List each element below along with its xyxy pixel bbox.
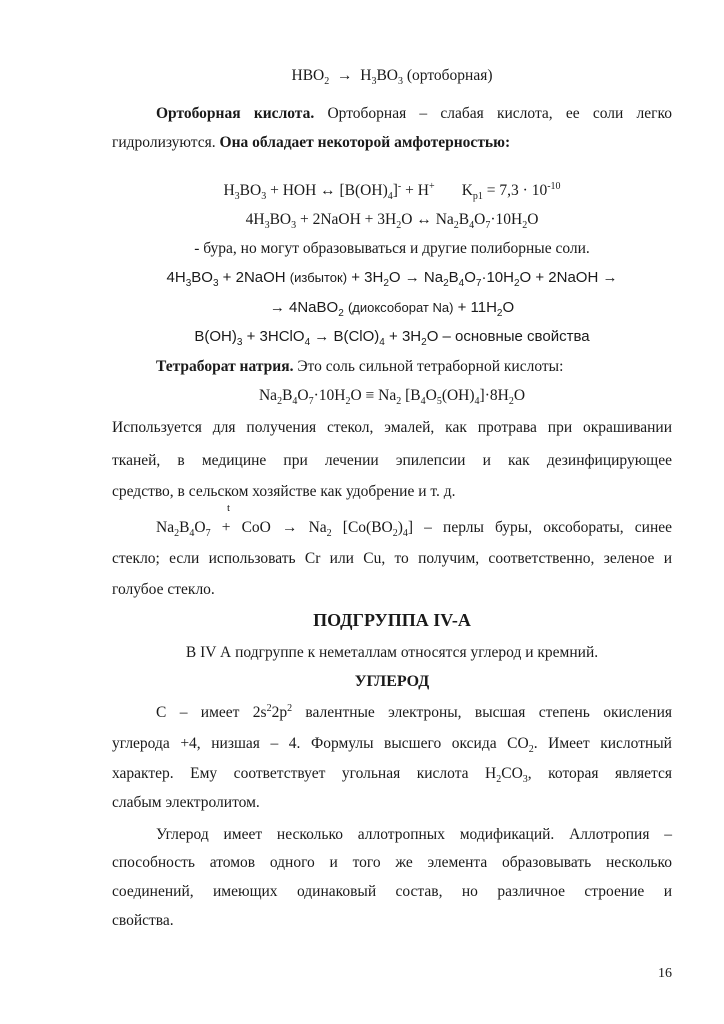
paragraph-orthoboric-line1: Ортоборная кислота. Ортоборная – слабая кислота, ее соли легко bbox=[156, 105, 672, 122]
note-borax: - бура, но могут образовываться и другие полиборные соли. bbox=[194, 240, 590, 257]
equation-borax-structure: $Na_2B_4O_7\cdot 10H_2O \equiv Na_2$ $[B_4O_5(OH)_4]\cdot 8H_2O$ bbox=[258, 387, 526, 408]
equation-excess-naoh: $4H_3BO_3$ + 2NaOH (избыток) + $3H_2O \to Na_2B_4O_7\cdot 10H_2O$ + 2NaOH → bbox=[166, 269, 618, 289]
paragraph-carbon-line2: углерода +4, низшая – 4. Формулы высшего оксида $CO_2$. Имеет кислотный bbox=[112, 735, 672, 756]
paragraph-uses-line3: средство, в сельском хозяйстве как удобрение и т. д. bbox=[112, 483, 456, 500]
paragraph-carbon-line4: слабым электролитом. bbox=[112, 794, 260, 811]
subgroup-text: В IV А подгруппе к неметаллам относятся углерод и кремний. bbox=[185, 644, 599, 661]
page-number: 16 bbox=[658, 966, 672, 981]
paragraph-allotropy-line4: свойства. bbox=[112, 912, 174, 929]
paragraph-uses-line2: тканей, в медицине при лечении эпилепсии и как дезинфицирующее bbox=[112, 452, 672, 469]
temperature-mark: t bbox=[227, 502, 231, 514]
paragraph-allotropy-line1: Углерод имеет несколько аллотропных модификаций. Аллотропия – bbox=[156, 826, 672, 843]
paragraph-tetraborate: Тетраборат натрия. Это соль сильной тетраборной кислоты: bbox=[156, 358, 564, 375]
paragraph-pearls-line1: $Na_2B_4O_7$ + CoO → $Na_2$ $[Co(BO_2)_4]$ – перлы буры, оксобораты, синее bbox=[156, 519, 672, 540]
heading-subgroup-iva: ПОДГРУППА IV-А bbox=[313, 610, 471, 630]
document-page bbox=[112, 0, 672, 1024]
equation-borax-formation: $4H_3BO_3$ + 2NaOH + $3H_2O$ ↔ $Na_2B_4O_7\cdot 10H_2O$ bbox=[245, 211, 539, 232]
equation-hbo2: $HBO_2 \to H_3BO_3$ (ортоборная) bbox=[291, 67, 493, 88]
paragraph-uses-line1: Используется для получения стекол, эмалей, как протрава при окрашивании bbox=[112, 419, 672, 436]
paragraph-allotropy-line2: способность атомов одного и того же элемента образовывать несколько bbox=[112, 854, 672, 871]
equation-basic-properties: $B(OH)_3$ + 3HClO$_4$ → $B(ClO)_4 + 3H_2O$ – основные свойства bbox=[194, 328, 590, 348]
paragraph-allotropy-line3: соединений, имеющих одинаковый состав, но различное строение и bbox=[112, 883, 672, 900]
paragraph-pearls-line3: голубое стекло. bbox=[112, 581, 215, 598]
paragraph-orthoboric-line2: гидролизуются. Она обладает некоторой амфотерностью: bbox=[112, 134, 511, 151]
equation-dioxoborate: → 4NaBO$_2$ (диоксоборат $Na) + 11H_2O$ bbox=[269, 299, 515, 319]
paragraph-carbon-line1: С – имеет $2s^22p^2$ валентные электроны, высшая степень окисления bbox=[156, 702, 672, 721]
equation-hydrolysis: $H_3BO_3$ + HOH ↔ $[B(OH)_4]^- + H^+$ $K_{p1} = 7,3 \cdot 10^{-10}$ bbox=[223, 180, 561, 203]
paragraph-carbon-line3: характер. Ему соответствует угольная кислота $H_2CO_3$, которая является bbox=[112, 765, 672, 786]
heading-carbon: УГЛЕРОД bbox=[354, 673, 430, 690]
paragraph-pearls-line2: стекло; если использовать Cr или Cu, то получим, соответственно, зеленое и bbox=[112, 550, 672, 567]
